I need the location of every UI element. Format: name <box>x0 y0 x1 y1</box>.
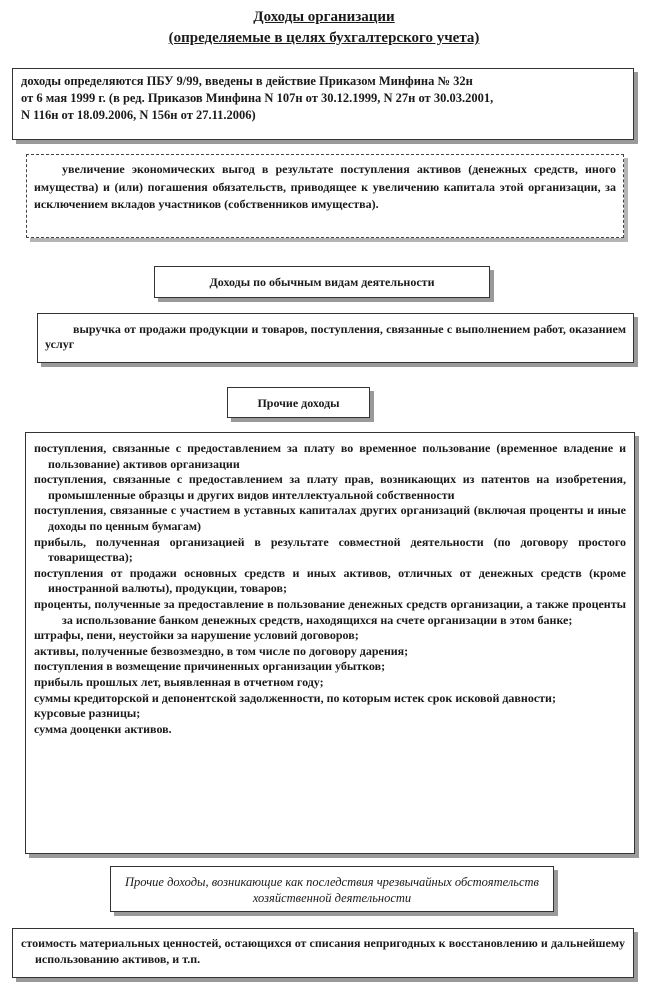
source-line-1: доходы определяются ПБУ 9/99, введены в действие Приказом Минфина № 32н <box>21 74 473 88</box>
title-line-1: Доходы организации <box>253 9 395 25</box>
page-title <box>0 7 648 49</box>
emergency-heading: Прочие доходы, возникающие как последствия чрезвычайных обстоятельств хозяйственной деятельности <box>125 875 539 905</box>
list-item: прибыль, полученная организацией в результате совместной деятельности (по договору простого товарищества); <box>34 534 626 565</box>
list-item: сумма дооценки активов. <box>34 721 172 736</box>
source-box <box>12 68 634 140</box>
title-line-2: (определяемые в целях бухгалтерского учета) <box>168 30 480 46</box>
list-item: курсовые разницы; <box>34 706 141 721</box>
list-item: суммы кредиторской и депонентской задолженности, по которым истек срок исковой давности; <box>34 690 556 705</box>
ordinary-heading: Доходы по обычным видам деятельности <box>209 275 435 289</box>
emergency-text: стоимость материальных ценностей, остающихся от списания непригодных к восстановлению и дальнейшему использованию активов, и т.п. <box>21 936 625 966</box>
list-item: активы, полученные безвозмездно, в том числе по договору дарения; <box>34 643 409 658</box>
ordinary-heading-box <box>154 266 490 298</box>
list-item: поступления от продажи основных средств и иных активов, отличных от денежных средств (кроме иностранной валюты), продукции, товаров; <box>34 565 626 596</box>
list-item: поступления, связанные с предоставлением за плату во временное пользование (временное владение и пользование) активов организации <box>34 441 626 471</box>
definition-box <box>26 154 624 238</box>
ordinary-box <box>37 313 634 363</box>
source-line-2: от 6 мая 1999 г. (в ред. Приказов Минфина N 107н от 30.12.1999, N 27н от 30.03.2001, <box>21 91 494 105</box>
definition-text: увеличение экономических выгод в результате поступления активов (денежных средств, иного имущества) и (или) погашения обязательств, приводящее к увеличению капитала этой организации, за исключением вкладов участников (собственников имущества). <box>34 162 616 211</box>
source-line-3: N 116н от 18.09.2006, N 156н от 27.11.2006) <box>21 108 256 122</box>
list-item: поступления в возмещение причиненных организации убытков; <box>34 659 386 674</box>
other-list-box <box>25 432 635 854</box>
list-item: штрафы, пени, неустойки за нарушение условий договоров; <box>34 628 359 643</box>
list-item: поступления, связанные с участием в уставных капиталах других организаций (включая проценты и иные доходы по ценным бумагам) <box>34 503 626 533</box>
list-item: поступления, связанные с предоставлением за плату прав, возникающих из патентов на изобретения, промышленные образцы и других видов интеллектуальной собственности <box>34 472 626 502</box>
list-item: проценты, полученные за предоставление в пользование денежных средств организации, а также проценты за использование банком денежных средств, находящихся на счете организации в этом банке; <box>34 596 626 627</box>
list-item: прибыль прошлых лет, выявленная в отчетном году; <box>34 674 324 689</box>
ordinary-text: выручка от продажи продукции и товаров, поступления, связанные с выполнением работ, оказанием услуг <box>45 322 626 352</box>
emergency-heading-box <box>110 866 554 912</box>
emergency-box <box>12 928 634 978</box>
other-heading: Прочие доходы <box>257 396 340 410</box>
other-heading-box <box>227 387 370 418</box>
